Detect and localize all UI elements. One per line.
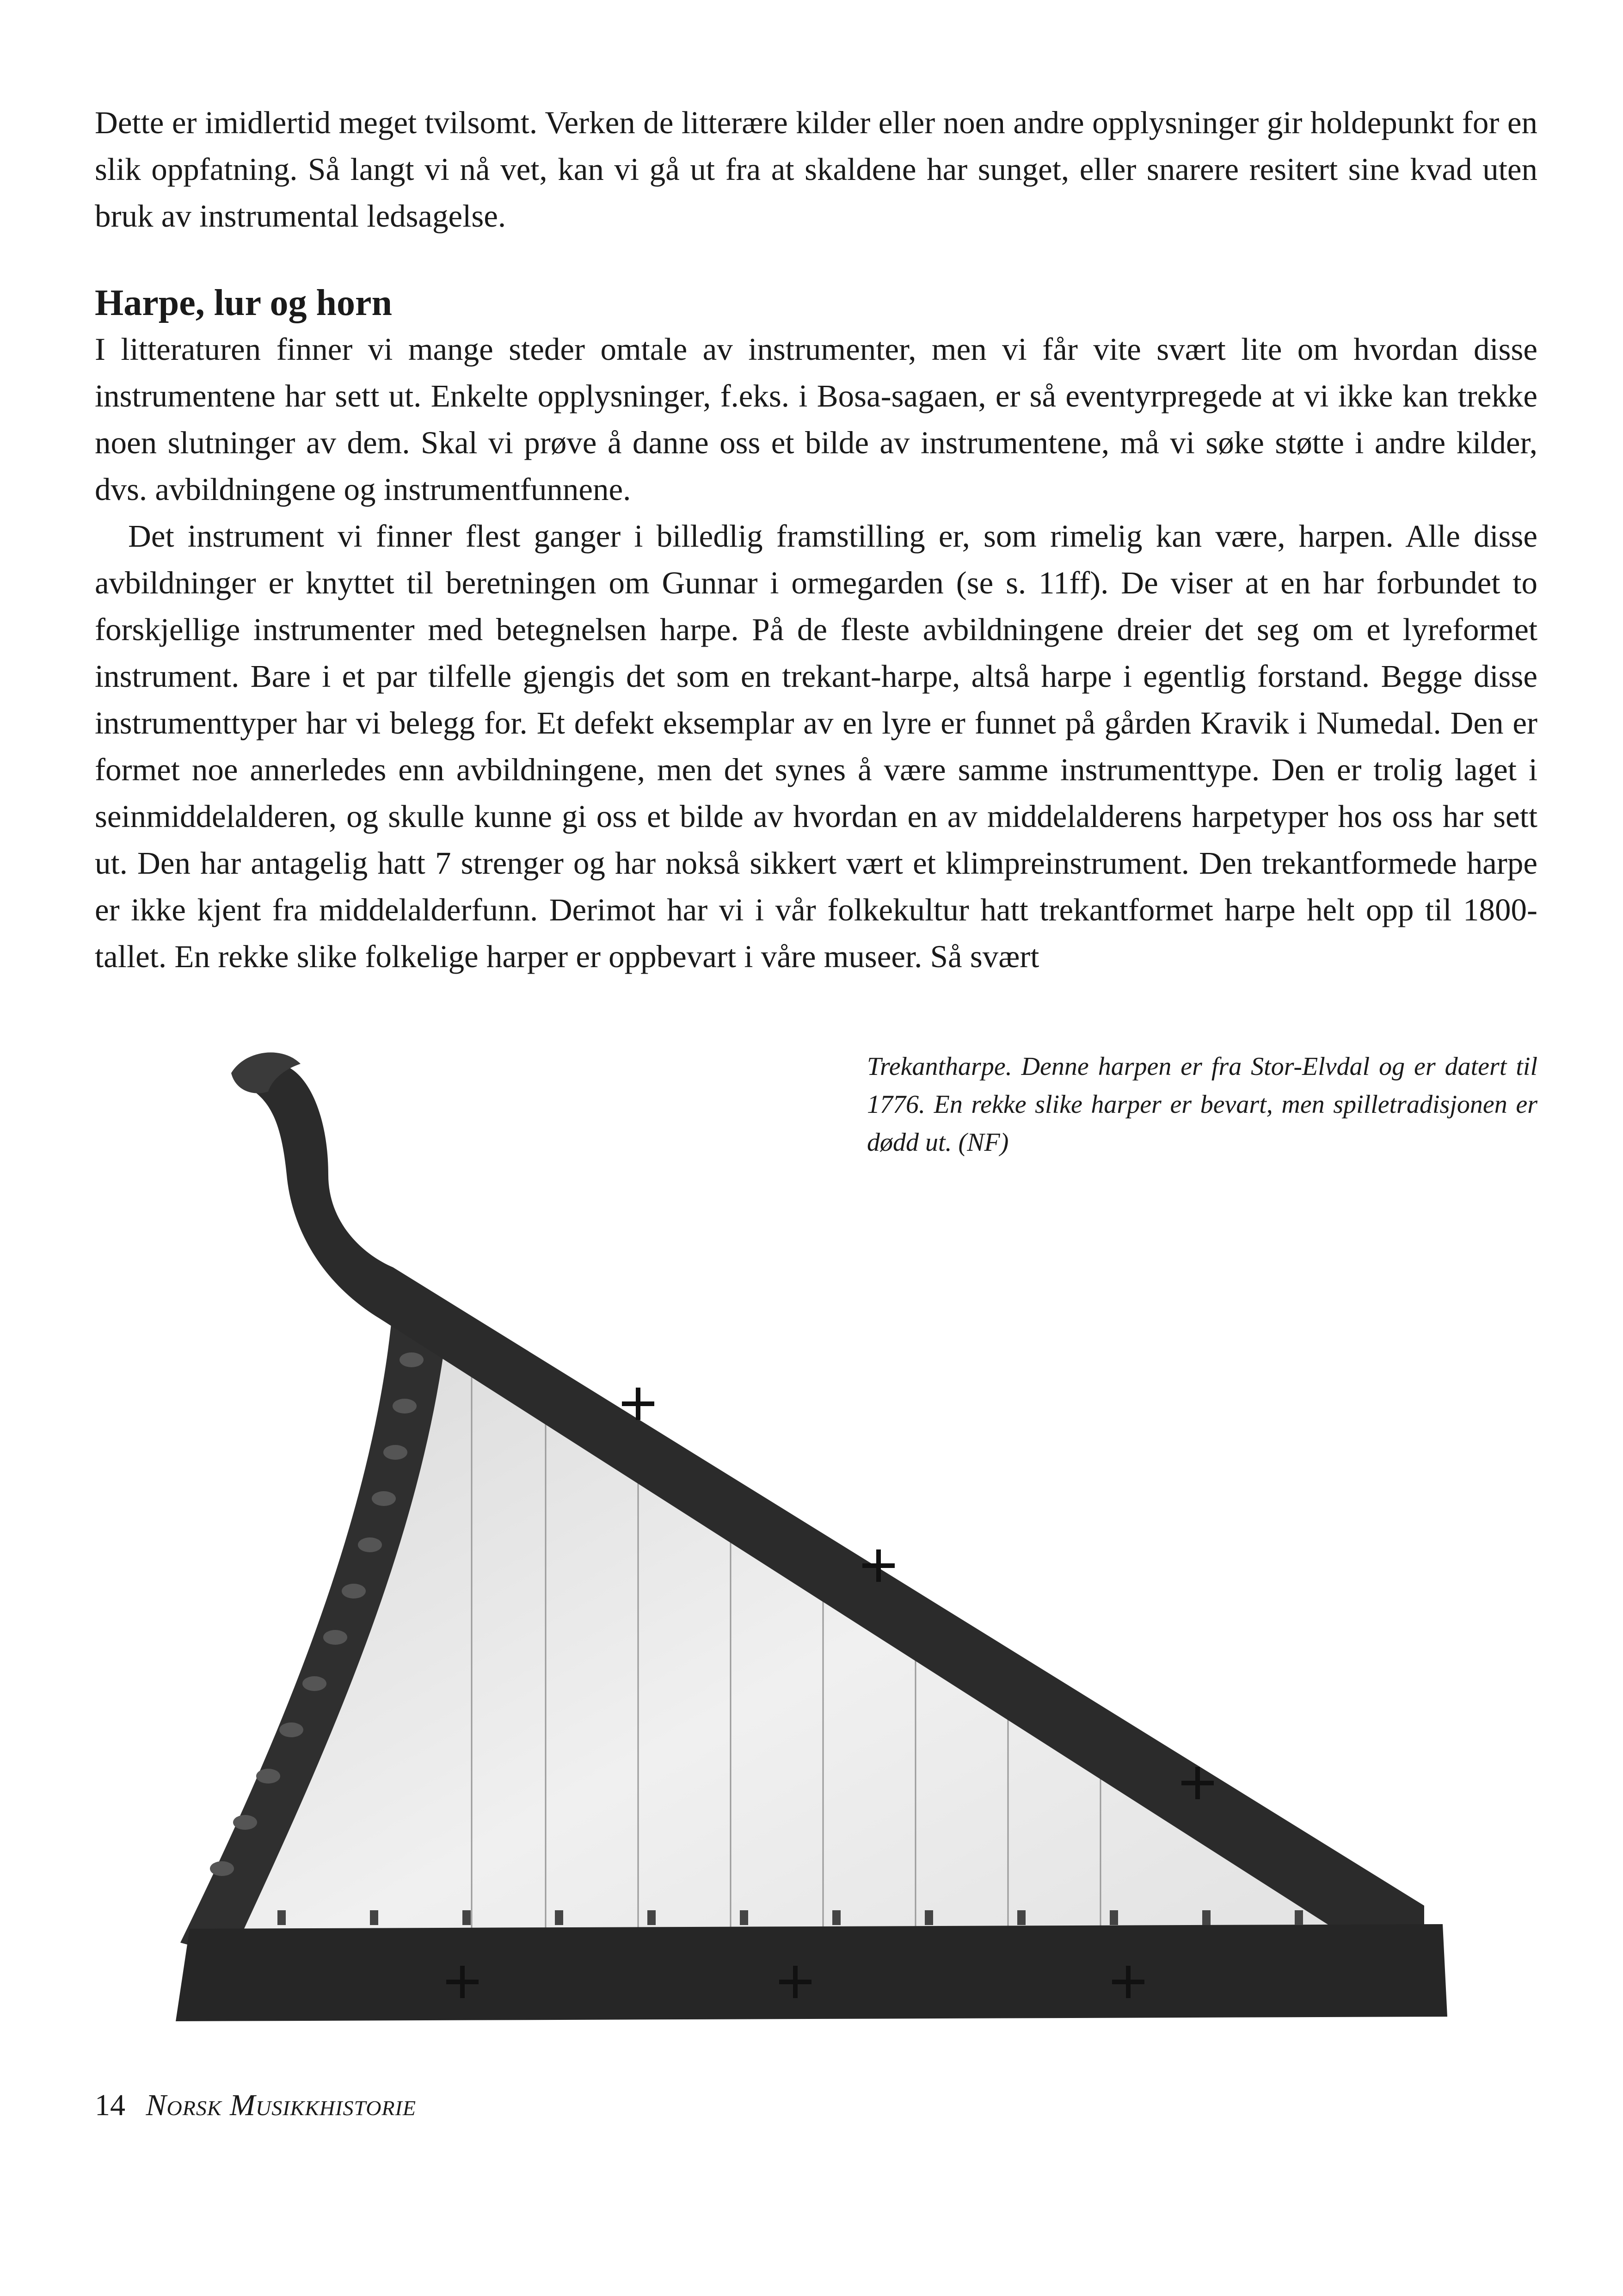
- page-footer: [95, 2087, 416, 2124]
- page-number: 14: [95, 2088, 125, 2122]
- body-paragraph-1: I litteraturen finner vi mange steder omtale av instrumenter, men vi får vite svært lite om hvordan disse instrumentene har sett ut. Enkelte opplysninger, f.eks. i Bosa-sagaen, er så eventyrpregede at vi ikke kan trekke noen slutninger av dem. Skal vi prøve å danne oss et bilde av instrumentene, må vi søke støtte i andre kilder, dvs. avbildningene og instrumentfunnene.: [95, 332, 1537, 507]
- intro-paragraph-block: [95, 99, 1537, 240]
- section-body: [95, 326, 1537, 980]
- body-paragraph-2: Det instrument vi finner flest ganger i billedlig framstilling er, som rimelig kan være, harpen. Alle disse avbildninger er knyttet til beretningen om Gunnar i ormegarden (se s. 11ff). De viser at en har forbundet to forskjellige instrumenter med betegnelsen harpe. På de fleste avbildningene dreier det seg om et lyreformet instrument. Bare i et par tilfelle gjengis det som en trekant-harpe, altså harpe i egentlig forstand. Begge disse instrumenttyper har vi belegg for. Et defekt eksemplar av en lyre er funnet på gården Kravik i Numedal. Den er formet noe annerledes enn avbildningene, men det synes å være samme instrumenttype. Den er trolig laget i seinmiddelalderen, og skulle kunne gi oss et bilde av hvordan en av middelalderens harpetyper hos oss har sett ut. Den har antagelig hatt 7 strenger og har nokså sikkert vært et klimpreinstrument. Den trekantformede harpe er ikke kjent fra middelalderfunn. Derimot har vi i vår folkekultur hatt trekantformet harpe helt opp til 1800-tallet. En rekke slike folkelige harper er oppbevart i våre museer. Så svært: [95, 518, 1537, 974]
- running-title: Norsk Musikkhistorie: [146, 2088, 416, 2122]
- harp-photo: [176, 1036, 1512, 2054]
- figure-caption: Trekantharpe. Denne harpen er fra Stor-Elvdal og er datert til 1776. En rekke slike harper er bevart, men spilletradisjonen er dødd ut. (NF): [867, 1052, 1537, 1157]
- harp-base: [176, 1924, 1447, 2021]
- triangular-harp-illustration: [176, 1036, 1512, 2054]
- section-heading: Harpe, lur og horn: [95, 283, 393, 323]
- intro-paragraph: Dette er imidlertid meget tvilsomt. Verken de litterære kilder eller noen andre opplysninger gir holdepunkt for en slik oppfatning. Så langt vi nå vet, kan vi gå ut fra at skaldene har sunget, eller snarere resitert sine kvad uten bruk av instrumental ledsagelse.: [95, 105, 1537, 234]
